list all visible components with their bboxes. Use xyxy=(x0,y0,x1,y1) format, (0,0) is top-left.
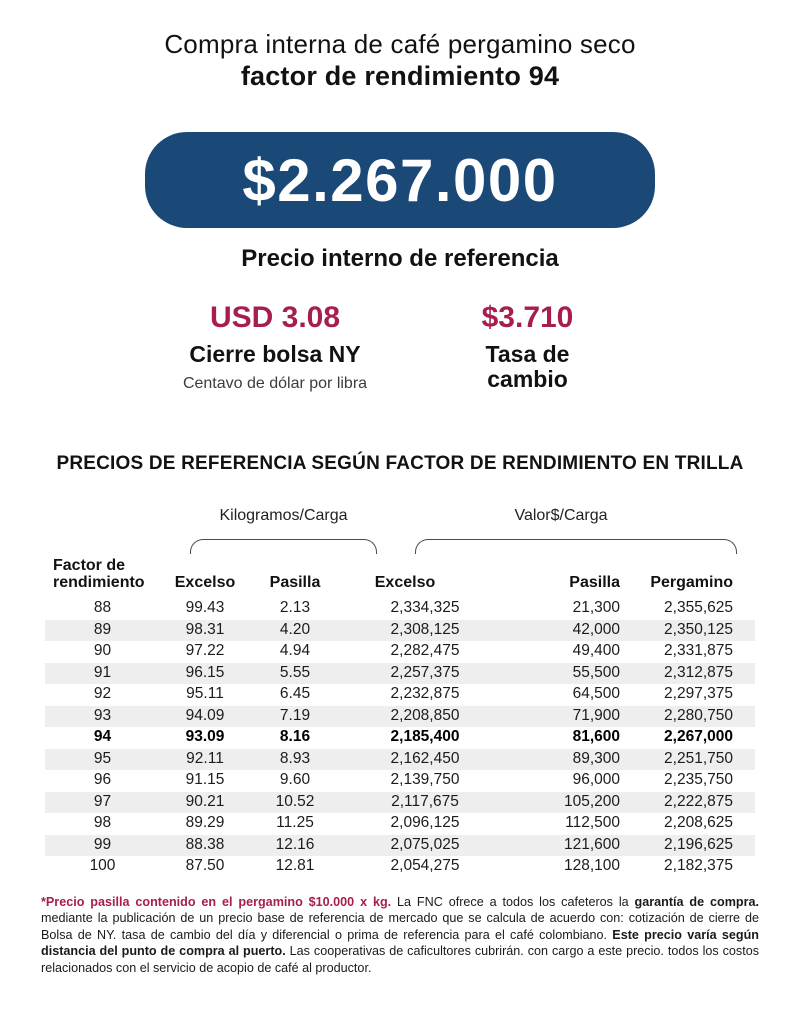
cell-factor: 90 xyxy=(93,642,112,659)
reference-table xyxy=(45,497,755,878)
cell-pergamino_valor: 2,267,000 xyxy=(664,728,733,745)
cell-factor: 97 xyxy=(93,792,112,810)
price-badge-value: $2.267.000 xyxy=(242,146,558,214)
cell-excelso_valor: 2,334,325 xyxy=(390,599,460,616)
reference-table-title: PRECIOS DE REFERENCIA SEGÚN FACTOR DE RENDIMIENTO EN TRILLA xyxy=(56,453,744,474)
cell-pasilla_kg: 10.52 xyxy=(275,792,315,810)
page-title-line2: factor de rendimiento 94 xyxy=(240,61,560,91)
cell-pasilla_kg: 12.81 xyxy=(275,857,315,874)
cell-pasilla_valor: 112,500 xyxy=(565,814,620,831)
col-header-excelso-valor: Excelso xyxy=(374,574,436,591)
cell-pasilla_valor: 71,900 xyxy=(572,706,620,724)
cell-excelso_valor: 2,096,125 xyxy=(390,814,460,831)
col-header-factor: Factor de rendimiento xyxy=(53,557,145,591)
table-row xyxy=(45,598,755,620)
cell-excelso_kg: 89.29 xyxy=(185,814,225,831)
bracket-kilogramos xyxy=(190,539,377,554)
cell-factor: 91 xyxy=(93,663,112,681)
ny-close-block xyxy=(148,301,403,393)
page-title-line1: Compra interna de café pergamino seco xyxy=(164,29,636,59)
cell-pasilla_valor: 128,100 xyxy=(563,857,620,874)
cell-excelso_kg: 98.31 xyxy=(185,620,225,638)
table-row xyxy=(45,770,755,792)
bracket-valor xyxy=(415,539,737,554)
cell-factor: 92 xyxy=(93,685,112,702)
cell-pergamino_valor: 2,196,625 xyxy=(664,835,733,853)
table-row xyxy=(45,749,755,771)
cell-pergamino_valor: 2,355,625 xyxy=(664,599,733,616)
market-indicators xyxy=(148,301,653,393)
cell-excelso_valor: 2,117,675 xyxy=(391,792,459,810)
table-row xyxy=(45,813,755,835)
cell-excelso_kg: 87.50 xyxy=(185,857,225,874)
cell-factor: 95 xyxy=(93,749,112,767)
cell-factor: 99 xyxy=(93,835,112,853)
cell-factor: 88 xyxy=(93,599,112,616)
table-row xyxy=(45,641,755,663)
price-table-body xyxy=(45,598,755,878)
cell-factor: 96 xyxy=(93,771,112,788)
ny-close-value: USD 3.08 xyxy=(209,301,341,334)
cell-pasilla_kg: 9.60 xyxy=(279,771,311,788)
cell-pasilla_valor: 81,600 xyxy=(572,728,620,745)
cell-pergamino_valor: 2,331,875 xyxy=(664,642,733,659)
cell-pasilla_kg: 2.13 xyxy=(279,599,311,616)
cell-pergamino_valor: 2,312,875 xyxy=(664,663,733,681)
cell-pasilla_kg: 7.19 xyxy=(279,706,311,724)
cell-pasilla_kg: 8.16 xyxy=(279,728,311,745)
cell-pasilla_kg: 11.25 xyxy=(276,814,314,831)
cell-excelso_valor: 2,054,275 xyxy=(390,857,460,874)
cell-pasilla_valor: 96,000 xyxy=(572,771,620,788)
cell-excelso_kg: 93.09 xyxy=(185,728,225,745)
cell-factor: 93 xyxy=(93,706,112,724)
cell-excelso_kg: 90.21 xyxy=(185,792,225,810)
group-label-kilogramos: Kilogramos/Carga xyxy=(219,507,348,524)
group-label-valor: Valor$/Carga xyxy=(514,507,608,524)
cell-excelso_kg: 88.38 xyxy=(185,835,225,853)
table-row xyxy=(45,620,755,642)
cell-excelso_valor: 2,162,450 xyxy=(390,749,460,767)
cell-excelso_valor: 2,282,475 xyxy=(390,642,460,659)
footnote-segment: *Precio pasilla contenido en el pergamino $10.000 x kg. xyxy=(41,894,392,909)
cell-excelso_kg: 96.15 xyxy=(185,663,225,681)
cell-pasilla_kg: 12.16 xyxy=(275,835,315,853)
price-badge xyxy=(145,132,655,228)
cell-excelso_kg: 95.11 xyxy=(186,685,224,702)
cell-pergamino_valor: 2,280,750 xyxy=(664,706,733,724)
cell-pasilla_valor: 55,500 xyxy=(572,663,620,681)
cell-factor: 94 xyxy=(93,728,112,745)
cell-excelso_kg: 91.15 xyxy=(185,771,225,788)
footnote-segment: La FNC ofrece a todos los cafeteros la xyxy=(391,894,635,909)
cell-excelso_valor: 2,185,400 xyxy=(390,728,460,745)
col-header-excelso-kg: Excelso xyxy=(174,574,236,591)
exchange-rate-block xyxy=(403,301,653,393)
column-header-row xyxy=(45,557,755,598)
cell-pasilla_valor: 64,500 xyxy=(572,685,620,702)
cell-factor: 89 xyxy=(93,620,112,638)
footnote-segment: Este precio varía según distancia del punto de compra al puerto. xyxy=(41,927,759,959)
footnote-segment: Las cooperativas de caficultores cubrirán. con cargo a este precio. todos los costos relacionados con el servicio de acopio de café al productor. xyxy=(41,944,759,975)
footnote xyxy=(41,894,759,977)
cell-excelso_kg: 97.22 xyxy=(185,642,225,659)
cell-pasilla_kg: 4.94 xyxy=(279,642,311,659)
col-header-pasilla-kg: Pasilla xyxy=(269,574,321,591)
cell-pasilla_kg: 5.55 xyxy=(279,663,311,681)
cell-pergamino_valor: 2,235,750 xyxy=(664,771,733,788)
cell-pasilla_valor: 105,200 xyxy=(563,792,620,810)
cell-pasilla_valor: 89,300 xyxy=(572,749,620,767)
cell-excelso_valor: 2,208,850 xyxy=(390,706,460,724)
cell-excelso_kg: 94.09 xyxy=(185,706,225,724)
col-header-pasilla-valor: Pasilla xyxy=(569,574,620,591)
cell-excelso_kg: 99.43 xyxy=(185,599,225,616)
cell-pergamino_valor: 2,251,750 xyxy=(664,749,733,767)
cell-pasilla_valor: 42,000 xyxy=(572,620,620,638)
table-row xyxy=(45,856,755,878)
cell-factor: 100 xyxy=(89,857,116,874)
price-badge-label: Precio interno de referencia xyxy=(241,245,559,272)
exchange-rate-value: $3.710 xyxy=(481,301,574,334)
cell-pergamino_valor: 2,182,375 xyxy=(664,857,733,874)
cell-excelso_valor: 2,257,375 xyxy=(390,663,460,681)
cell-pergamino_valor: 2,208,625 xyxy=(664,814,733,831)
cell-pasilla_kg: 4.20 xyxy=(279,620,311,638)
footnote-segment: mediante la publicación de un precio base de referencia de mercado que se calcula de acuerdo con: cotización de cierre de Bolsa de NY. tasa de cambio del día y diferencial o prima de referencia para el café colombiano. xyxy=(41,911,759,942)
table-row xyxy=(45,663,755,685)
table-row xyxy=(45,835,755,857)
cell-excelso_valor: 2,308,125 xyxy=(390,620,460,638)
cell-pasilla_kg: 8.93 xyxy=(279,749,311,767)
cell-excelso_kg: 92.11 xyxy=(186,749,224,767)
table-group-header xyxy=(45,497,755,557)
cell-pergamino_valor: 2,222,875 xyxy=(664,792,733,810)
cell-pergamino_valor: 2,350,125 xyxy=(664,620,733,638)
cell-pasilla_valor: 21,300 xyxy=(572,599,620,616)
cell-pergamino_valor: 2,297,375 xyxy=(664,685,733,702)
price-table xyxy=(45,557,755,878)
table-row xyxy=(45,727,755,749)
ny-close-sublabel: Centavo de dólar por libra xyxy=(182,375,368,392)
cell-pasilla_valor: 121,600 xyxy=(563,835,620,853)
cell-excelso_valor: 2,075,025 xyxy=(390,835,460,853)
ny-close-label: Cierre bolsa NY xyxy=(189,341,361,367)
cell-pasilla_valor: 49,400 xyxy=(572,642,620,659)
cell-excelso_valor: 2,232,875 xyxy=(390,685,460,702)
table-row xyxy=(45,792,755,814)
cell-excelso_valor: 2,139,750 xyxy=(390,771,460,788)
table-row xyxy=(45,684,755,706)
footnote-segment: garantía de compra. xyxy=(634,894,759,909)
table-row xyxy=(45,706,755,728)
cell-factor: 98 xyxy=(93,814,112,831)
col-header-pergamino: Pergamino xyxy=(650,574,733,591)
cell-pasilla_kg: 6.45 xyxy=(279,685,311,702)
exchange-rate-label: Tasa de cambio xyxy=(485,341,570,392)
